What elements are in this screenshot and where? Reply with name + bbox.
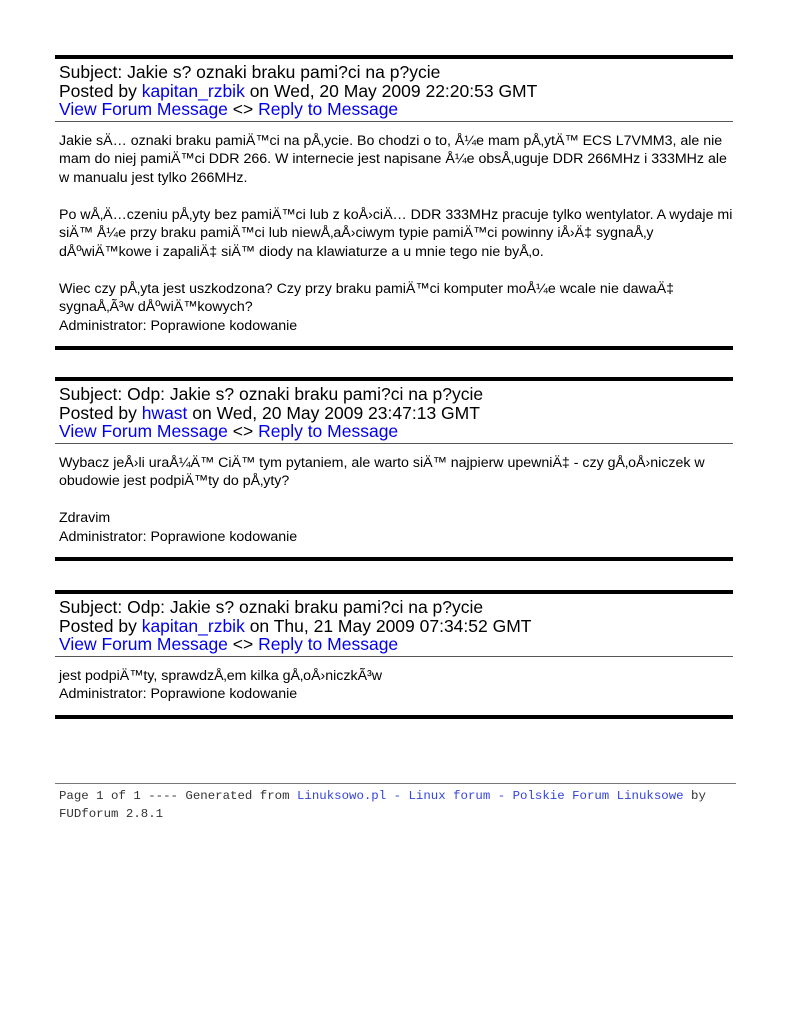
message-subject: Subject: Odp: Jakie s? oznaki braku pami?ci na p?ycie bbox=[59, 384, 484, 404]
message-paragraph: Wiec czy pÅ‚yta jest uszkodzona? Czy przy braku pamiÄ™ci komputer moÅ¼e wcale nie dawaÄ‡ sygnaÅ‚Ã³w dÅºwiÄ™kowych? bbox=[59, 280, 675, 315]
message-top-rule bbox=[55, 590, 733, 594]
message-paragraph: Po wÅ‚Ä…czeniu pÅ‚yty bez pamiÄ™ci lub z koÅ›ciÄ… DDR 333MHz pracuje tylko wentylator. A wydaje mi siÄ™ Å¼e przy braku pamiÄ™ci lub niewÅ‚aÅ›ciwym typie pamiÄ™ci powinny iÅ›Ä‡ sygnaÅ‚y dÅºwiÄ™kowe i zapaliÄ‡ siÄ™ diody na klawiaturze a u mnie tego nie byÅ‚o. bbox=[59, 206, 733, 260]
message-paragraph: Jakie sÄ… oznaki braku pamiÄ™ci na pÅ‚ycie. Bo chodzi o to, Å¼e mam pÅ‚ytÄ™ ECS L7VMM3, ale nie mam do niej pamiÄ™ci DDR 266. W internecie jest napisane Å¼e obsÅ‚uguje DDR 266MHz i 333MHz ale w manualu jest tylko 266MHz. bbox=[59, 132, 727, 186]
message-paragraph: Zdravim bbox=[59, 510, 111, 526]
message-paragraph: jest podpiÄ™ty, sprawdzÅ‚em kilka gÅ‚oÅ›niczkÃ³w bbox=[59, 667, 383, 684]
message-header bbox=[55, 63, 733, 119]
message-actions: View Forum Message <> Reply to Message bbox=[59, 99, 399, 119]
post-date: Wed, 20 May 2009 23:47:13 GMT bbox=[216, 402, 480, 423]
message-2 bbox=[55, 377, 733, 561]
forum-home-link[interactable]: Linuksowo.pl - Linux forum - Polskie Forum Linuksowe bbox=[296, 789, 684, 803]
reply-to-message-link[interactable]: Reply to Message bbox=[258, 634, 399, 654]
message-byline: Posted by kapitan_rzbik on Thu, 21 May 2009 07:34:52 GMT bbox=[59, 615, 532, 636]
message-body bbox=[55, 667, 733, 704]
message-body bbox=[55, 132, 733, 336]
page-footer bbox=[55, 783, 736, 823]
message-body bbox=[55, 454, 733, 547]
view-forum-message-link[interactable]: View Forum Message bbox=[59, 99, 228, 119]
message-top-rule bbox=[55, 377, 733, 381]
message-top-rule bbox=[55, 55, 733, 59]
header-divider bbox=[55, 656, 733, 657]
admin-note: Administrator: Poprawione kodowanie bbox=[59, 528, 298, 545]
view-forum-message-link[interactable]: View Forum Message bbox=[59, 421, 228, 441]
admin-note: Administrator: Poprawione kodowanie bbox=[59, 686, 298, 702]
message-1 bbox=[55, 55, 733, 350]
message-byline: Posted by hwast on Wed, 20 May 2009 23:47:13 GMT bbox=[59, 402, 480, 423]
message-actions: View Forum Message <> Reply to Message bbox=[59, 634, 399, 654]
reply-to-message-link[interactable]: Reply to Message bbox=[258, 421, 399, 441]
author-link[interactable]: hwast bbox=[141, 402, 188, 423]
message-byline: Posted by kapitan_rzbik on Wed, 20 May 2009 22:20:53 GMT bbox=[59, 80, 538, 101]
author-link[interactable]: kapitan_rzbik bbox=[141, 80, 245, 101]
header-divider bbox=[55, 121, 733, 122]
admin-note: Administrator: Poprawione kodowanie bbox=[59, 317, 298, 334]
reply-to-message-link[interactable]: Reply to Message bbox=[258, 99, 399, 119]
message-header bbox=[55, 598, 733, 654]
message-actions: View Forum Message <> Reply to Message bbox=[59, 421, 399, 441]
message-bottom-rule bbox=[55, 346, 733, 350]
message-paragraph: Wybacz jeÅ›li uraÅ¼Ä™ CiÄ™ tym pytaniem, ale warto siÄ™ najpierw upewniÄ‡ - czy gÅ‚oÅ›niczek w obudowie jest podpiÄ™ty do pÅ‚yty? bbox=[59, 454, 705, 489]
message-3 bbox=[55, 590, 733, 719]
footer-text: Page 1 of 1 ---- Generated from Linuksowo.pl - Linux forum - Polskie Forum Linuksowe by FUDforum 2.8.1 bbox=[59, 789, 706, 821]
footer-divider bbox=[55, 783, 736, 784]
post-date: Wed, 20 May 2009 22:20:53 GMT bbox=[274, 80, 538, 101]
view-forum-message-link[interactable]: View Forum Message bbox=[59, 634, 228, 654]
message-bottom-rule bbox=[55, 557, 733, 561]
message-header bbox=[55, 385, 733, 441]
author-link[interactable]: kapitan_rzbik bbox=[141, 615, 245, 636]
message-subject: Subject: Jakie s? oznaki braku pami?ci na p?ycie bbox=[59, 62, 441, 82]
message-subject: Subject: Odp: Jakie s? oznaki braku pami?ci na p?ycie bbox=[59, 597, 484, 617]
header-divider bbox=[55, 443, 733, 444]
message-bottom-rule bbox=[55, 715, 733, 719]
post-date: Thu, 21 May 2009 07:34:52 GMT bbox=[273, 615, 532, 636]
